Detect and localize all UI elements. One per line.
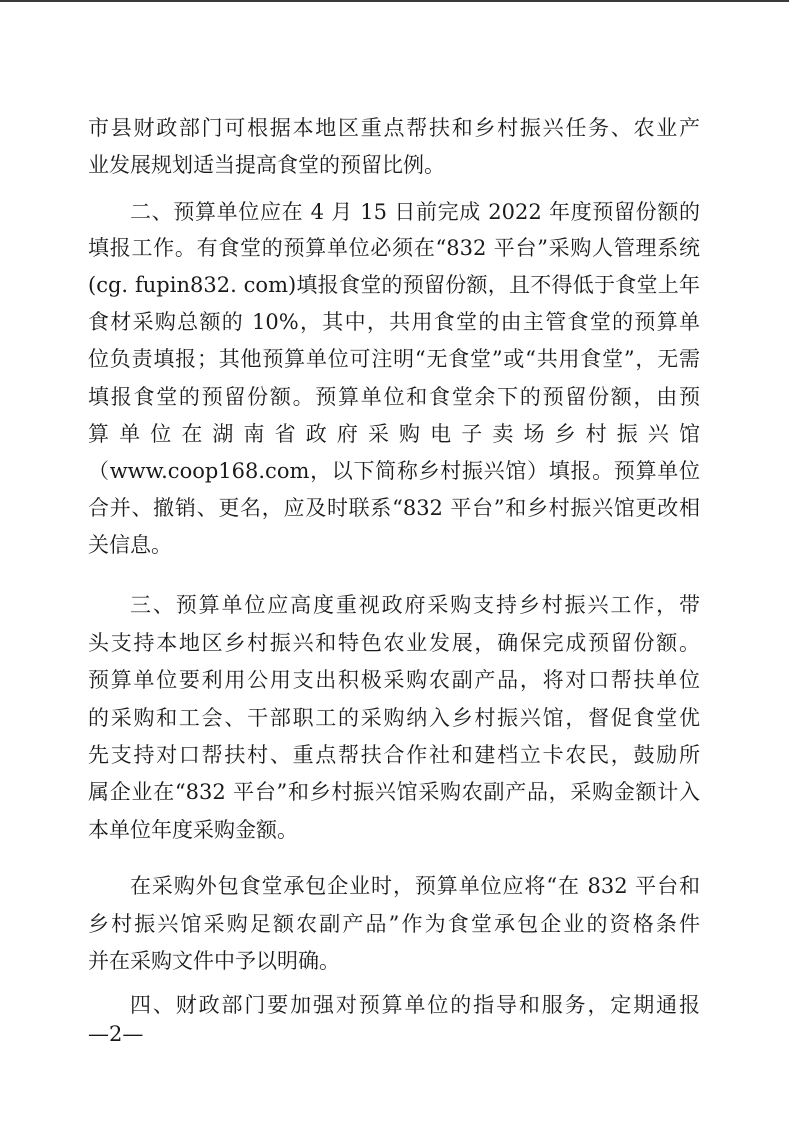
text-line-6: 食材采购总额的 10%，其中，共用食堂的由主管食堂的预算单 — [88, 310, 700, 334]
text-line-9: 算单位在湖南省政府采购电子卖场乡村振兴馆 — [88, 422, 700, 446]
text-line-8: 填报食堂的预留份额。预算单位和食堂余下的预留份额，由预 — [88, 385, 700, 409]
text-line-18: 属企业在“832 平台”和乡村振兴馆采购农副产品，采购金额计入 — [88, 780, 700, 804]
page-number: —2— — [88, 1022, 144, 1046]
text-line-17: 先支持对口帮扶村、重点帮扶合作社和建档立卡农民，鼓励所 — [88, 743, 700, 767]
text-line-19: 本单位年度采购金额。 — [88, 818, 298, 842]
text-line-23: 四、财政部门要加强对预算单位的指导和服务，定期通报 — [130, 993, 700, 1017]
text-line-20: 在采购外包食堂承包企业时，预算单位应将“在 832 平台和 — [130, 874, 700, 898]
text-line-12: 关信息。 — [88, 533, 172, 557]
text-line-22: 并在采购文件中予以明确。 — [88, 949, 340, 973]
text-line-16: 的采购和工会、干部职工的采购纳入乡村振兴馆，督促食堂优 — [88, 706, 700, 730]
text-line-15: 预算单位要利用公用支出积极采购农副产品，将对口帮扶单位 — [88, 668, 700, 692]
text-line-1: 市县财政部门可根据本地区重点帮扶和乡村振兴任务、农业产 — [88, 116, 700, 140]
text-line-2: 业发展规划适当提高食堂的预留比例。 — [88, 153, 445, 177]
text-line-3: 二、预算单位应在 4 月 15 日前完成 2022 年度预留份额的 — [130, 200, 700, 224]
text-line-11: 合并、撤销、更名，应及时联系“832 平台”和乡村振兴馆更改相 — [88, 496, 700, 520]
text-line-14: 头支持本地区乡村振兴和特色农业发展，确保完成预留份额。 — [88, 631, 700, 655]
text-line-21: 乡村振兴馆采购足额农副产品”作为食堂承包企业的资格条件 — [88, 912, 700, 936]
text-line-13: 三、预算单位应高度重视政府采购支持乡村振兴工作，带 — [130, 593, 700, 617]
text-line-4: 填报工作。有食堂的预算单位必须在“832 平台”采购人管理系统 — [88, 236, 700, 260]
text-line-10: （www.coop168.com，以下简称乡村振兴馆）填报。预算单位 — [88, 459, 700, 483]
text-line-7: 位负责填报；其他预算单位可注明“无食堂”或“共用食堂”，无需 — [88, 347, 700, 371]
text-line-5: (cg. fupin832. com)填报食堂的预留份额，且不得低于食堂上年 — [88, 273, 700, 297]
